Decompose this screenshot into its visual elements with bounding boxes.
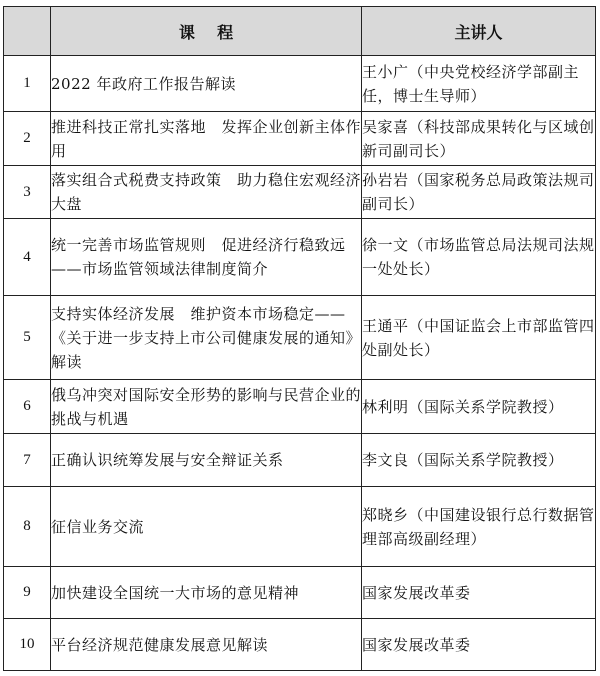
speaker-name: 孙岩岩（国家税务总局政策法规司副司长） xyxy=(362,166,596,219)
course-title: 正确认识统筹发展与安全辩证关系 xyxy=(51,434,362,487)
table-row xyxy=(4,56,596,112)
table-row xyxy=(4,619,596,671)
course-title: 推进科技正常扎实落地 发挥企业创新主体作用 xyxy=(51,112,362,166)
course-title: 平台经济规范健康发展意见解读 xyxy=(51,619,362,671)
table-row xyxy=(4,567,596,619)
table-row xyxy=(4,112,596,166)
table-row xyxy=(4,487,596,567)
table-row xyxy=(4,166,596,219)
speaker-name: 林利明（国际关系学院教授） xyxy=(362,380,596,434)
table-header-row xyxy=(4,7,596,56)
course-schedule-table xyxy=(3,6,596,671)
header-course: 课 程 xyxy=(51,7,362,56)
row-number: 10 xyxy=(4,619,51,671)
header-number xyxy=(4,7,51,56)
course-title: 统一完善市场监管规则 促进经济行稳致远——市场监管领域法律制度简介 xyxy=(51,219,362,296)
row-number: 3 xyxy=(4,166,51,219)
speaker-name: 郑晓乡（中国建设银行总行数据管理部高级副经理） xyxy=(362,487,596,567)
row-number: 4 xyxy=(4,219,51,296)
speaker-name: 王小广（中央党校经济学部副主任，博士生导师） xyxy=(362,56,596,112)
speaker-name: 徐一文（市场监管总局法规司法规一处处长） xyxy=(362,219,596,296)
row-number: 2 xyxy=(4,112,51,166)
table-row xyxy=(4,296,596,380)
speaker-name: 李文良（国际关系学院教授） xyxy=(362,434,596,487)
row-number: 8 xyxy=(4,487,51,567)
table-row xyxy=(4,434,596,487)
speaker-name: 国家发展改革委 xyxy=(362,619,596,671)
row-number: 1 xyxy=(4,56,51,112)
course-title: 2022 年政府工作报告解读 xyxy=(51,56,362,112)
row-number: 7 xyxy=(4,434,51,487)
course-title: 支持实体经济发展 维护资本市场稳定——《关于进一步支持上市公司健康发展的通知》解读 xyxy=(51,296,362,380)
course-title: 落实组合式税费支持政策 助力稳住宏观经济大盘 xyxy=(51,166,362,219)
row-number: 6 xyxy=(4,380,51,434)
table-row xyxy=(4,380,596,434)
course-title: 加快建设全国统一大市场的意见精神 xyxy=(51,567,362,619)
table-row xyxy=(4,219,596,296)
speaker-name: 国家发展改革委 xyxy=(362,567,596,619)
course-title: 俄乌冲突对国际安全形势的影响与民营企业的挑战与机遇 xyxy=(51,380,362,434)
speaker-name: 王通平（中国证监会上市部监管四处副处长） xyxy=(362,296,596,380)
header-speaker: 主讲人 xyxy=(362,7,596,56)
course-title: 征信业务交流 xyxy=(51,487,362,567)
speaker-name: 吴家喜（科技部成果转化与区域创新司副司长） xyxy=(362,112,596,166)
row-number: 9 xyxy=(4,567,51,619)
row-number: 5 xyxy=(4,296,51,380)
